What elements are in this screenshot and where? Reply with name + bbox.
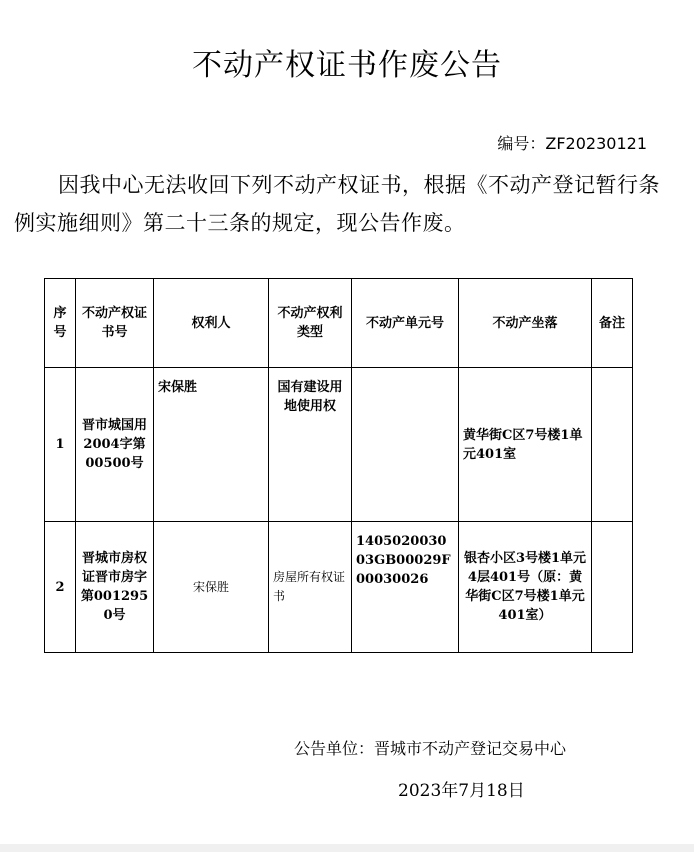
- cell-holder: 宋保胜: [154, 368, 269, 522]
- cell-unit-no: [352, 368, 459, 522]
- header-seq: 序号: [45, 279, 76, 368]
- cell-cert-no: 晋城市房权证晋市房字第0012950号: [76, 522, 154, 653]
- document-number: 编号：ZF20230121: [497, 134, 647, 153]
- cell-right-type: 国有建设用地使用权: [269, 368, 352, 522]
- cell-cert-no: 晋市城国用2004字第00500号: [76, 368, 154, 522]
- page-title: 不动产权证书作废公告: [192, 48, 502, 83]
- header-unit-no: 不动产单元号: [352, 279, 459, 368]
- issue-date: 2023年7月18日: [398, 781, 525, 801]
- cell-seq: 2: [45, 522, 76, 653]
- header-location: 不动产坐落: [459, 279, 592, 368]
- table-row: [45, 368, 633, 522]
- bottom-strip: [0, 844, 694, 852]
- certificate-table: [44, 278, 633, 653]
- header-cert-no: 不动产权证书号: [76, 279, 154, 368]
- cell-location: 黄华街C区7号楼1单元401室: [459, 368, 592, 522]
- cell-remark: [592, 522, 633, 653]
- table-row: [45, 522, 633, 653]
- cell-location: 银杏小区3号楼1单元4层401号（原：黄华街C区7号楼1单元401室）: [459, 522, 592, 653]
- header-remark: 备注: [592, 279, 633, 368]
- header-right-type: 不动产权利类型: [269, 279, 352, 368]
- header-holder: 权利人: [154, 279, 269, 368]
- cell-unit-no: 140502003003GB00029F00030026: [352, 522, 459, 653]
- issuing-unit: 公告单位：晋城市不动产登记交易中心: [294, 739, 567, 758]
- cell-right-type: 房屋所有权证书: [269, 522, 352, 653]
- cell-seq: 1: [45, 368, 76, 522]
- cell-remark: [592, 368, 633, 522]
- intro-paragraph: 因我中心无法收回下列不动产权证书，根据《不动产登记暂行条例实施细则》第二十三条的规定，现公告作废。: [14, 173, 660, 235]
- table-header-row: [45, 279, 633, 368]
- cell-holder: 宋保胜: [154, 522, 269, 653]
